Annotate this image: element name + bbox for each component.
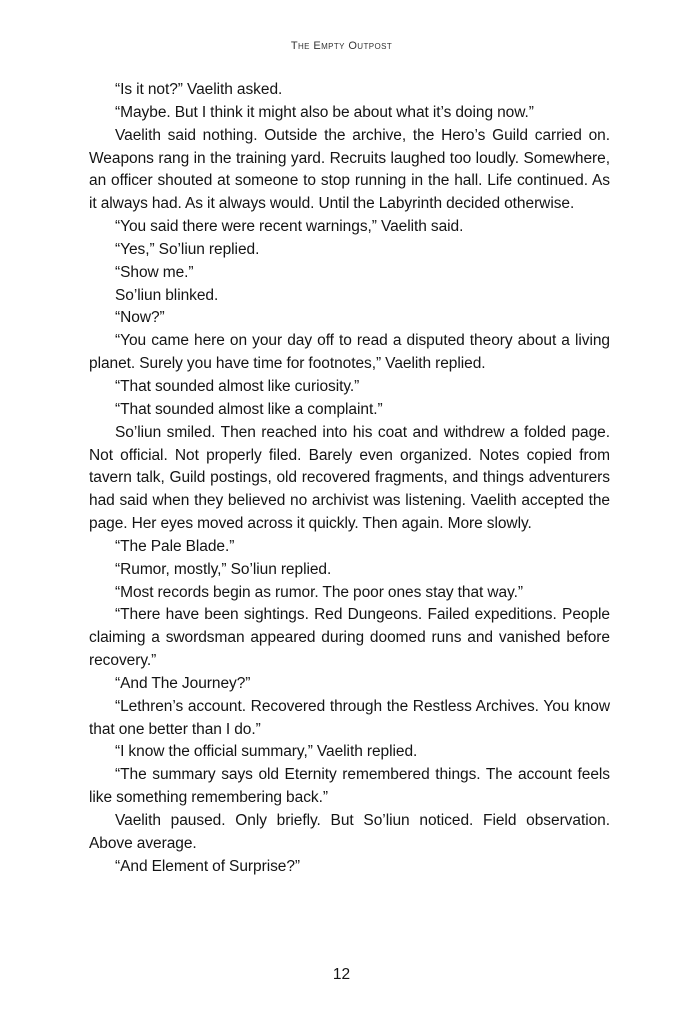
paragraph: “Yes,” So’liun replied. xyxy=(115,240,260,258)
body-text xyxy=(89,79,610,879)
paragraph: “That sounded almost like a complaint.” xyxy=(115,400,383,418)
paragraph: “The summary says old Eternity remembered things. The account feels like something remembering back.” xyxy=(89,766,610,807)
paragraph: “Show me.” xyxy=(115,263,194,281)
paragraph: “Rumor, mostly,” So’liun replied. xyxy=(115,560,332,578)
paragraph: “Most records begin as rumor. The poor ones stay that way.” xyxy=(115,583,523,601)
paragraph: “And Element of Surprise?” xyxy=(115,857,301,875)
paragraph: “Lethren’s account. Recovered through the Restless Archives. You know that one better than I do.” xyxy=(89,697,610,738)
paragraph: “You came here on your day off to read a disputed theory about a living planet. Surely you have time for footnotes,” Vaelith replied. xyxy=(89,332,610,373)
paragraph: “Maybe. But I think it might also be about what it’s doing now.” xyxy=(115,103,534,121)
paragraph: Vaelith paused. Only briefly. But So’liun noticed. Field observation. Above average. xyxy=(89,812,610,852)
page-number: 12 xyxy=(332,966,351,983)
paragraph: “That sounded almost like curiosity.” xyxy=(115,377,360,395)
running-header: The Empty Outpost xyxy=(290,40,393,52)
paragraph: Vaelith said nothing. Outside the archive, the Hero’s Guild carried on. Weapons rang in the training yard. Recruits laughed too loudly. Somewhere, an officer shouted at someone to stop running in the hall. Life continued. As it always had. As it always would. Until the Labyrinth decided otherwise. xyxy=(89,126,610,213)
paragraph: So’liun blinked. xyxy=(115,286,219,304)
paragraph: “The Pale Blade.” xyxy=(115,537,235,555)
paragraph: “There have been sightings. Red Dungeons. Failed expeditions. People claiming a swordsman appeared during doomed runs and vanished before recovery.” xyxy=(89,606,610,670)
paragraph: “Now?” xyxy=(115,309,165,327)
paragraph: “And The Journey?” xyxy=(115,674,251,692)
paragraph: “You said there were recent warnings,” Vaelith said. xyxy=(115,218,464,236)
paragraph: “I know the official summary,” Vaelith replied. xyxy=(115,743,418,761)
paragraph: So’liun smiled. Then reached into his coat and withdrew a folded page. Not official. Not properly filed. Barely even organized. Notes copied from tavern talk, Guild postings, old recovered fragments, and things adventurers had said when they believed no archivist was listening. Vaelith accepted the page. Her eyes moved across it quickly. Then again. More slowly. xyxy=(89,423,610,533)
paragraph: “Is it not?” Vaelith asked. xyxy=(115,81,283,98)
